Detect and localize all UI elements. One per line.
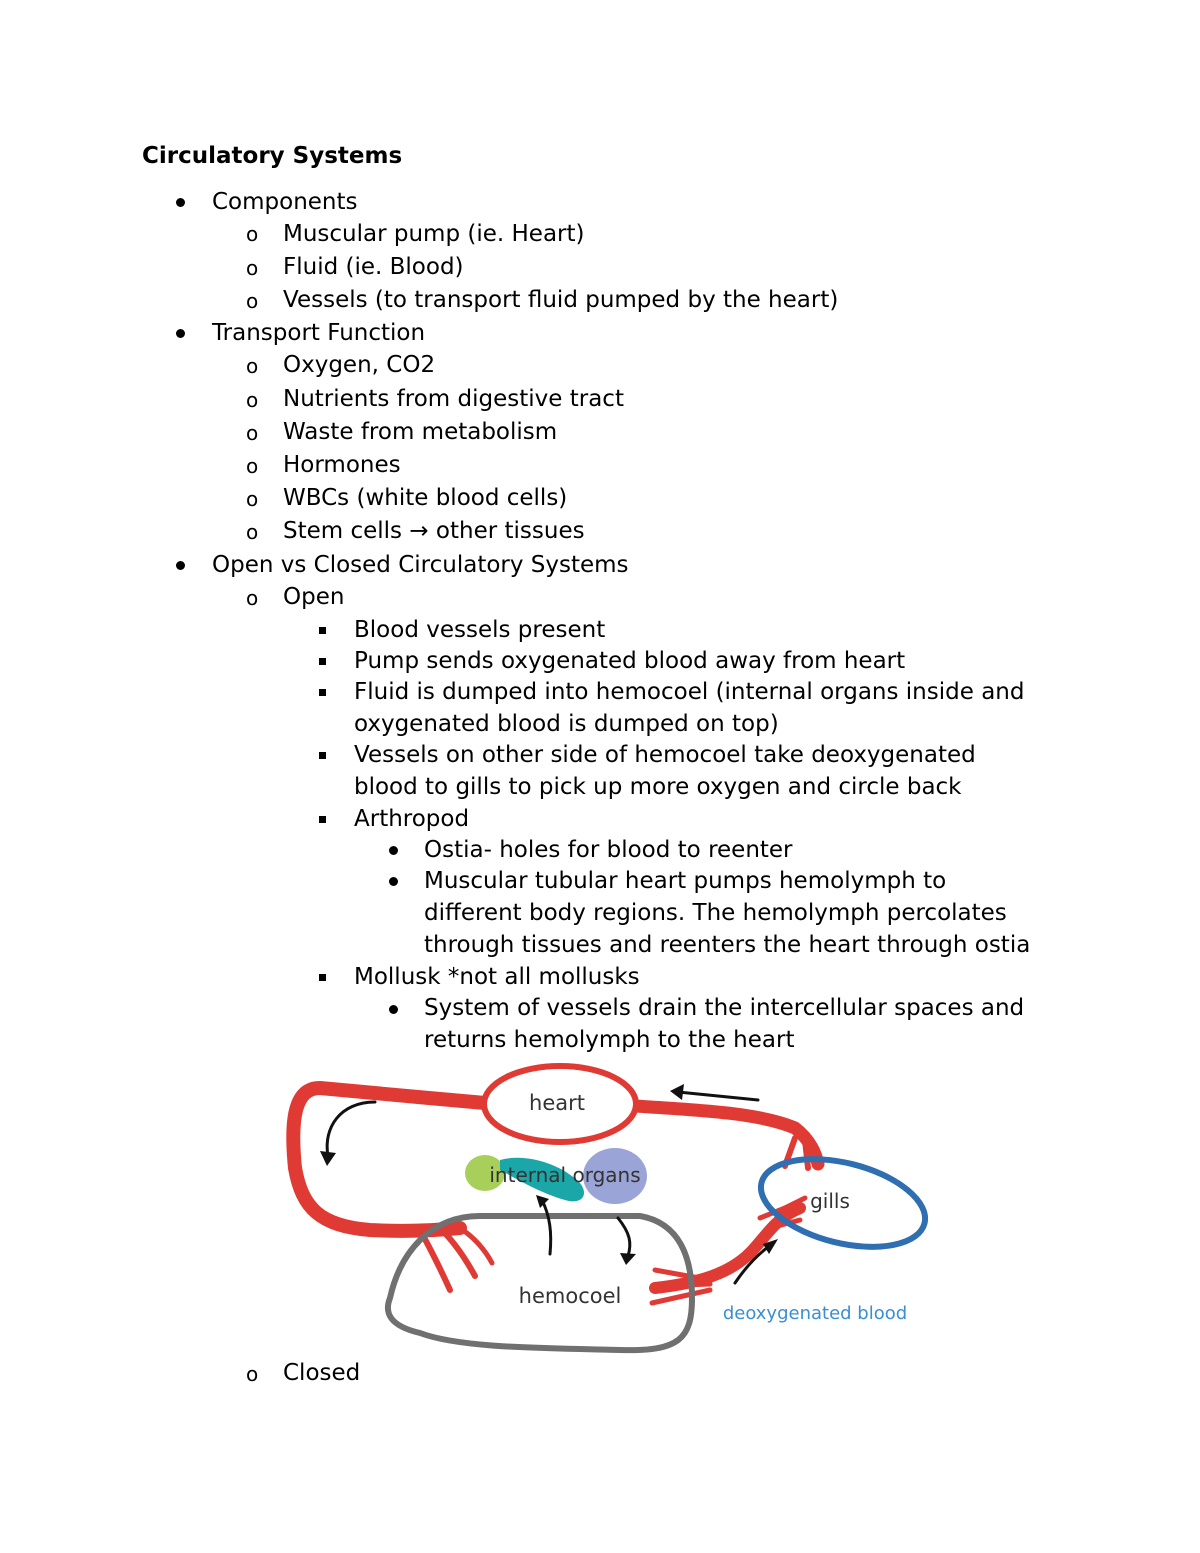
list-item: Fluid is dumped into hemocoel (internal organs inside and: [354, 679, 1025, 705]
circle-bullet-icon: o: [246, 520, 259, 544]
bullet-icon: [176, 329, 185, 338]
square-bullet-icon: [319, 752, 326, 759]
list-item: Fluid (ie. Blood): [283, 254, 464, 280]
square-bullet-icon: [319, 816, 326, 823]
list-item: Open: [283, 584, 345, 610]
list-item: Transport Function: [212, 320, 426, 346]
hemocoel-label: hemocoel: [518, 1284, 622, 1308]
gills-label: gills: [810, 1189, 850, 1213]
square-bullet-icon: [319, 689, 326, 696]
open-circulation-diagram: [280, 1058, 950, 1358]
list-item-continued: oxygenated blood is dumped on top): [354, 711, 779, 737]
bullet-icon: [389, 1005, 398, 1014]
list-item: Components: [212, 189, 358, 215]
list-item: Vessels on other side of hemocoel take deoxygenated: [354, 742, 976, 768]
list-item: Mollusk *not all mollusks: [354, 964, 640, 990]
list-item-continued: different body regions. The hemolymph percolates: [424, 900, 1007, 926]
circle-bullet-icon: o: [246, 289, 259, 313]
list-item: Hormones: [283, 452, 401, 478]
arrowhead-icon: [620, 1253, 636, 1265]
circle-bullet-icon: o: [246, 354, 259, 378]
list-item: Pump sends oxygenated blood away from heart: [354, 648, 906, 674]
square-bullet-icon: [319, 627, 326, 634]
arrowhead-icon: [536, 1195, 549, 1208]
circle-bullet-icon: o: [246, 388, 259, 412]
list-item: Muscular pump (ie. Heart): [283, 221, 585, 247]
bullet-icon: [176, 198, 185, 207]
circle-bullet-icon: o: [246, 586, 259, 610]
list-item-continued: through tissues and reenters the heart through ostia: [424, 932, 1031, 958]
circle-bullet-icon: o: [246, 256, 259, 280]
circle-bullet-icon: o: [246, 421, 259, 445]
list-item: Ostia- holes for blood to reenter: [424, 837, 793, 863]
list-item: Oxygen, CO2: [283, 352, 436, 378]
list-item: System of vessels drain the intercellular spaces and: [424, 995, 1025, 1021]
list-item: Muscular tubular heart pumps hemolymph to: [424, 868, 947, 894]
list-item: Arthropod: [354, 806, 470, 832]
list-item-continued: returns hemolymph to the heart: [424, 1027, 795, 1053]
heart-label: heart: [529, 1091, 585, 1115]
circle-bullet-icon: o: [246, 487, 259, 511]
bullet-icon: [389, 846, 398, 855]
square-bullet-icon: [319, 974, 326, 981]
circle-bullet-icon: o: [246, 1362, 259, 1386]
internal-organs-label: internal organs: [489, 1163, 641, 1187]
list-item: Vessels (to transport fluid pumped by the heart): [283, 287, 839, 313]
circle-bullet-icon: o: [246, 222, 259, 246]
square-bullet-icon: [319, 658, 326, 665]
circle-bullet-icon: o: [246, 454, 259, 478]
list-item: Waste from metabolism: [283, 419, 558, 445]
list-item-continued: blood to gills to pick up more oxygen and circle back: [354, 774, 962, 800]
list-item: WBCs (white blood cells): [283, 485, 568, 511]
page-title: Circulatory Systems: [142, 143, 403, 169]
arrowhead-icon: [670, 1084, 684, 1100]
arrowhead-icon: [320, 1151, 336, 1166]
bullet-icon: [176, 561, 185, 570]
bullet-icon: [389, 877, 398, 886]
list-item: Stem cells → other tissues: [283, 518, 585, 544]
list-item: Closed: [283, 1360, 361, 1386]
list-item: Nutrients from digestive tract: [283, 386, 624, 412]
deoxygenated-blood-label: deoxygenated blood: [722, 1303, 908, 1324]
list-item: Open vs Closed Circulatory Systems: [212, 552, 629, 578]
list-item: Blood vessels present: [354, 617, 606, 643]
